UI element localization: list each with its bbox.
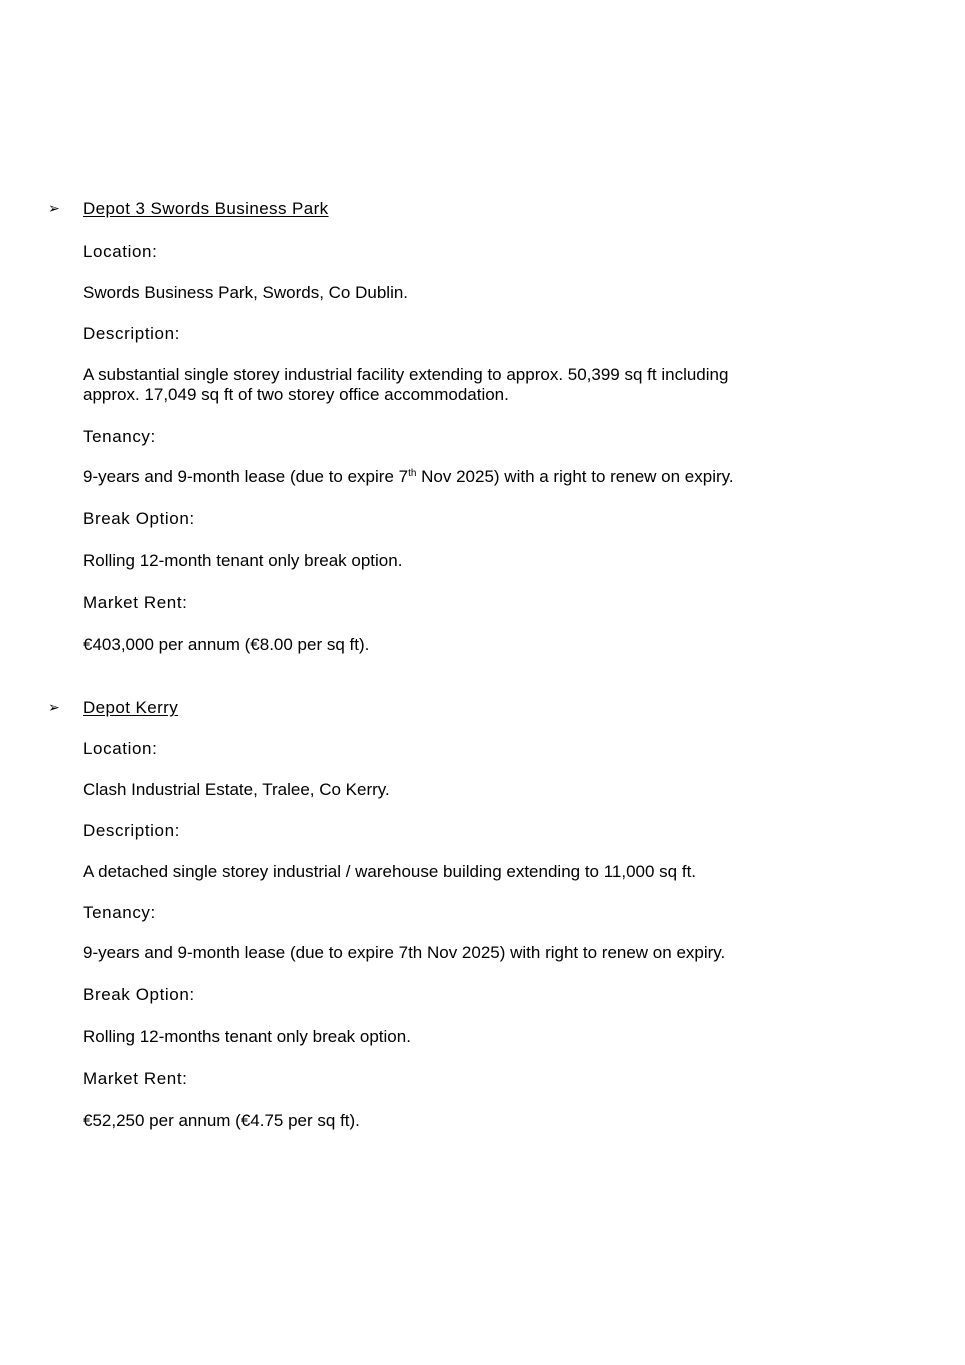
break-option-text: Rolling 12-months tenant only break option. — [83, 1027, 411, 1046]
depot-heading — [0, 698, 965, 720]
tenancy-text-start: 9-years and 9-month lease (due to expire 7 — [83, 467, 409, 486]
tenancy-text: 9-years and 9-month lease (due to expire 7th Nov 2025) with right to renew on expiry. — [83, 943, 726, 962]
location-text: Swords Business Park, Swords, Co Dublin. — [83, 283, 409, 302]
market-rent-text: €403,000 per annum (€8.00 per sq ft). — [83, 635, 370, 654]
depot-heading — [0, 199, 965, 221]
description-text: A detached single storey industrial / warehouse building extending to 11,000 sq ft. — [83, 862, 697, 881]
tenancy-label: Tenancy: — [83, 427, 156, 446]
location-label: Location: — [83, 739, 158, 758]
location-label: Location: — [83, 242, 158, 261]
description-text: A substantial single storey industrial facility extending to approx. 50,399 sq ft including approx. 17,049 sq ft of two storey office accommodation. — [83, 365, 729, 404]
break-option-label: Break Option: — [83, 985, 195, 1004]
tenancy-text-end: Nov 2025) with a right to renew on expiry. — [416, 467, 734, 486]
tenancy-ordinal-suffix: th — [408, 468, 417, 479]
market-rent-text: €52,250 per annum (€4.75 per sq ft). — [83, 1111, 360, 1130]
tenancy-text — [83, 467, 783, 487]
location-text: Clash Industrial Estate, Tralee, Co Kerry. — [83, 780, 390, 799]
description-label: Description: — [83, 324, 180, 343]
break-option-text: Rolling 12-month tenant only break option. — [83, 551, 403, 570]
depot-title: Depot Kerry — [83, 698, 179, 717]
break-option-label: Break Option: — [83, 509, 195, 528]
market-rent-label: Market Rent: — [83, 1069, 188, 1088]
tenancy-label: Tenancy: — [83, 903, 156, 922]
market-rent-label: Market Rent: — [83, 593, 188, 612]
depot-title: Depot 3 Swords Business Park — [83, 199, 329, 218]
description-label: Description: — [83, 821, 180, 840]
arrow-bullet-icon: ➢ — [48, 201, 60, 217]
arrow-bullet-icon: ➢ — [48, 700, 60, 716]
